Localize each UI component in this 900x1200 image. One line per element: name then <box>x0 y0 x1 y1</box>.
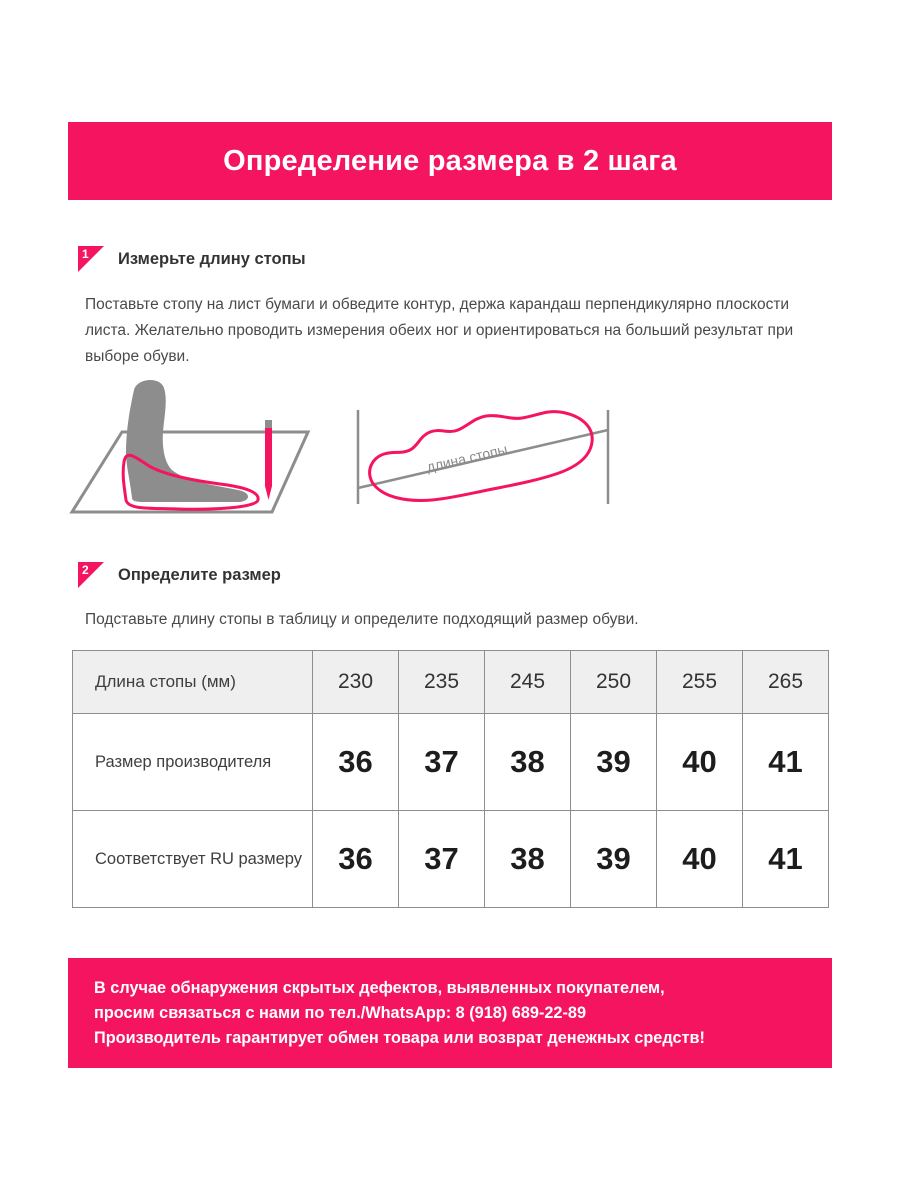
footer-line-3: Производитель гарантирует обмен товара или возврат денежных средств! <box>94 1028 705 1047</box>
cell-value: 39 <box>571 811 657 908</box>
step-number-badge-icon <box>78 246 104 272</box>
cell-value: 255 <box>657 651 743 714</box>
step-1-number: 1 <box>82 247 89 261</box>
footer-line-2: просим связаться с нами по тел./WhatsApp: 8 (918) 689-22-89 <box>94 1003 587 1022</box>
cell-value: 36 <box>313 714 399 811</box>
foot-length-caption: длина стопы <box>425 440 509 475</box>
table-row-ru-size <box>73 811 829 908</box>
foot-length-illustration <box>350 392 620 527</box>
cell-value: 250 <box>571 651 657 714</box>
step-2-heading <box>78 562 281 588</box>
cell-value: 235 <box>399 651 485 714</box>
footer-line-1: В случае обнаружения скрытых дефектов, выявленных покупателем, <box>94 978 665 997</box>
cell-value: 41 <box>743 811 829 908</box>
table-row-foot-length <box>73 651 829 714</box>
table-row-manufacturer-size <box>73 714 829 811</box>
cell-value: 39 <box>571 714 657 811</box>
cell-value: 37 <box>399 811 485 908</box>
cell-value: 38 <box>485 811 571 908</box>
cell-value: 230 <box>313 651 399 714</box>
foot-tracing-illustration <box>60 370 320 535</box>
header-banner <box>68 122 832 200</box>
row-label: Длина стопы (мм) <box>73 651 313 714</box>
step-number-badge-icon <box>78 562 104 588</box>
size-table <box>72 650 829 908</box>
cell-value: 40 <box>657 714 743 811</box>
cell-value: 40 <box>657 811 743 908</box>
cell-value: 41 <box>743 714 829 811</box>
cell-value: 38 <box>485 714 571 811</box>
cell-value: 245 <box>485 651 571 714</box>
step-2-text: Подставьте длину стопы в таблицу и определите подходящий размер обуви. <box>85 611 639 628</box>
row-label: Размер производителя <box>73 714 313 811</box>
cell-value: 36 <box>313 811 399 908</box>
footer-banner <box>68 958 832 1068</box>
step-1-label: Измерьте длину стопы <box>118 249 306 268</box>
step-1-text: Поставьте стопу на лист бумаги и обведите контур, держа карандаш перпендикулярно плоскости листа. Желательно проводить измерения обеих ног и ориентироваться на больший результат при выборе обуви. <box>85 296 794 365</box>
step-1-heading <box>78 246 306 272</box>
cell-value: 37 <box>399 714 485 811</box>
cell-value: 265 <box>743 651 829 714</box>
step-2-number: 2 <box>82 563 89 577</box>
row-label: Соответствует RU размеру <box>73 811 313 908</box>
step-2-label: Определите размер <box>118 565 281 584</box>
page-title: Определение размера в 2 шага <box>223 144 677 177</box>
